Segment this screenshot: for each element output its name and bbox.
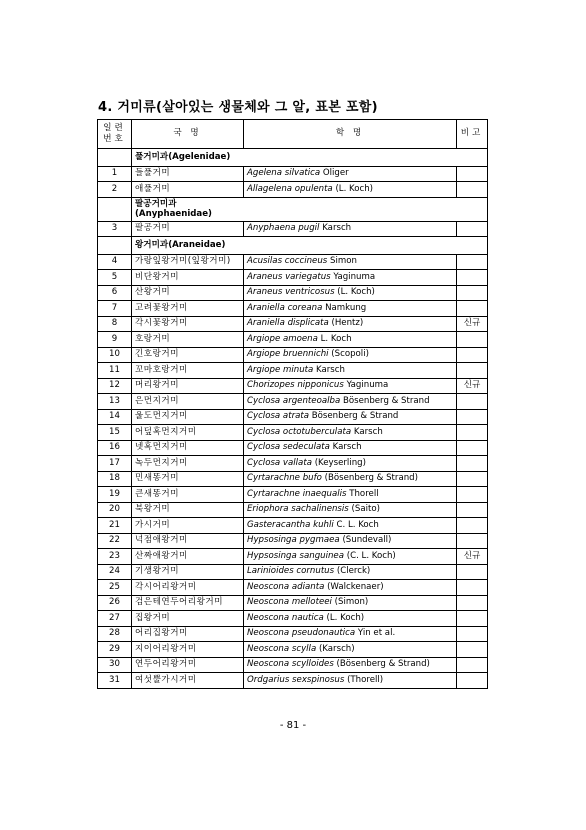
remarks xyxy=(457,301,488,317)
korean-name: 각시꽃왕거미 xyxy=(132,316,244,332)
scientific-author: (Clerck) xyxy=(336,566,371,577)
scientific-name xyxy=(244,673,457,689)
scientific-binomial: Argiope minuta xyxy=(247,364,314,375)
korean-name: 긴호랑거미 xyxy=(132,347,244,363)
scientific-author: Yaginuma xyxy=(346,380,389,391)
species-row xyxy=(98,533,488,549)
scientific-name xyxy=(244,425,457,441)
korean-name: 산짜애왕거미 xyxy=(132,549,244,565)
serial-number: 3 xyxy=(98,221,132,237)
serial-number: 27 xyxy=(98,611,132,627)
serial-number: 21 xyxy=(98,518,132,534)
serial-number: 28 xyxy=(98,626,132,642)
korean-name: 애풀거미 xyxy=(132,182,244,198)
scientific-name xyxy=(244,580,457,596)
remarks xyxy=(457,440,488,456)
remarks xyxy=(457,456,488,472)
scientific-author: (Sundevall) xyxy=(342,535,392,546)
scientific-author: (Walckenaer) xyxy=(327,581,384,592)
korean-name: 민새똥거미 xyxy=(132,471,244,487)
serial-number: 6 xyxy=(98,285,132,301)
serial-number: 20 xyxy=(98,502,132,518)
scientific-author: Yin et al. xyxy=(357,628,396,639)
serial-number: 12 xyxy=(98,378,132,394)
remarks xyxy=(457,471,488,487)
remarks xyxy=(457,332,488,348)
korean-name: 넷혹먼지거미 xyxy=(132,440,244,456)
serial-number: 4 xyxy=(98,254,132,270)
scientific-binomial: Araneus variegatus xyxy=(247,271,331,282)
scientific-author: Karsch xyxy=(332,442,362,453)
korean-name: 지이어리왕거미 xyxy=(132,642,244,658)
species-row xyxy=(98,595,488,611)
family-name-line: 왕거미과(Araneidae) xyxy=(135,240,226,251)
scientific-name xyxy=(244,471,457,487)
species-row xyxy=(98,363,488,379)
remarks xyxy=(457,487,488,503)
korean-name: 기생왕거미 xyxy=(132,564,244,580)
scientific-author: (Scopoli) xyxy=(331,349,369,360)
family-sci-blank xyxy=(244,237,457,255)
serial-number: 24 xyxy=(98,564,132,580)
family-note-blank xyxy=(457,197,488,221)
scientific-binomial: Larinioides cornutus xyxy=(247,566,335,577)
family-serial-blank xyxy=(98,197,132,221)
serial-number: 5 xyxy=(98,270,132,286)
scientific-binomial: Araniella coreana xyxy=(247,302,323,313)
family-name xyxy=(132,237,244,255)
scientific-author: (L. Koch) xyxy=(326,612,365,623)
species-row xyxy=(98,673,488,689)
species-row xyxy=(98,254,488,270)
korean-name: 검은테연두어리왕거미 xyxy=(132,595,244,611)
species-row xyxy=(98,221,488,237)
remarks: 신규 xyxy=(457,316,488,332)
scientific-binomial: Neoscona nautica xyxy=(247,612,324,623)
scientific-name xyxy=(244,487,457,503)
scientific-binomial: Cyrtarachne inaequalis xyxy=(247,488,347,499)
scientific-author: Karsch xyxy=(353,426,383,437)
scientific-name xyxy=(244,595,457,611)
header-serial-number xyxy=(98,120,132,149)
korean-name: 팔공거미 xyxy=(132,221,244,237)
scientific-binomial: Neoscona pseudonautica xyxy=(247,628,356,639)
korean-name: 산왕거미 xyxy=(132,285,244,301)
serial-number: 11 xyxy=(98,363,132,379)
scientific-author: Namkung xyxy=(325,302,367,313)
scientific-binomial: Acusilas coccineus xyxy=(247,256,328,267)
header-serial-number-line: 일련 xyxy=(103,123,126,134)
serial-number: 26 xyxy=(98,595,132,611)
remarks xyxy=(457,502,488,518)
species-row xyxy=(98,316,488,332)
species-row xyxy=(98,487,488,503)
scientific-binomial: Ordgarius sexspinosus xyxy=(247,674,345,685)
serial-number: 25 xyxy=(98,580,132,596)
scientific-author: (Bösenberg & Strand) xyxy=(336,659,430,670)
species-row xyxy=(98,394,488,410)
scientific-author: Yaginuma xyxy=(333,271,376,282)
remarks xyxy=(457,533,488,549)
serial-number: 31 xyxy=(98,673,132,689)
family-row xyxy=(98,149,488,167)
scientific-name xyxy=(244,409,457,425)
scientific-binomial: Cyclosa sedeculata xyxy=(247,442,330,453)
korean-name: 어덮혹먼지거미 xyxy=(132,425,244,441)
serial-number: 15 xyxy=(98,425,132,441)
species-row xyxy=(98,564,488,580)
scientific-name xyxy=(244,182,457,198)
species-row xyxy=(98,471,488,487)
scientific-author: (Thorell) xyxy=(347,674,384,685)
scientific-name xyxy=(244,166,457,182)
species-row xyxy=(98,301,488,317)
remarks: 신규 xyxy=(457,549,488,565)
korean-name: 녹두먼지거미 xyxy=(132,456,244,472)
species-row xyxy=(98,285,488,301)
scientific-author: (Saito) xyxy=(351,504,380,515)
table-header-row xyxy=(98,120,488,149)
korean-name: 북왕거미 xyxy=(132,502,244,518)
korean-name: 연두어리왕거미 xyxy=(132,657,244,673)
family-name-line: (Anyphaenidae) xyxy=(135,209,212,220)
serial-number: 1 xyxy=(98,166,132,182)
species-row xyxy=(98,611,488,627)
species-row xyxy=(98,657,488,673)
serial-number: 29 xyxy=(98,642,132,658)
serial-number: 8 xyxy=(98,316,132,332)
scientific-author: Bösenberg & Strand xyxy=(311,411,399,422)
scientific-name xyxy=(244,564,457,580)
scientific-author: C. L. Koch xyxy=(336,519,379,530)
scientific-binomial: Gasteracantha kuhli xyxy=(247,519,334,530)
scientific-binomial: Anyphaena pugil xyxy=(247,223,320,234)
species-row xyxy=(98,409,488,425)
scientific-name xyxy=(244,456,457,472)
remarks xyxy=(457,394,488,410)
species-row xyxy=(98,440,488,456)
scientific-binomial: Argiope bruennichi xyxy=(247,349,329,360)
remarks xyxy=(457,595,488,611)
remarks xyxy=(457,347,488,363)
korean-name: 호랑거미 xyxy=(132,332,244,348)
remarks xyxy=(457,626,488,642)
korean-name: 각시어리왕거미 xyxy=(132,580,244,596)
scientific-name xyxy=(244,270,457,286)
scientific-author: (L. Koch) xyxy=(337,287,375,298)
remarks xyxy=(457,285,488,301)
serial-number: 10 xyxy=(98,347,132,363)
species-row xyxy=(98,502,488,518)
scientific-author: Karsch xyxy=(316,364,345,375)
species-row xyxy=(98,182,488,198)
species-row xyxy=(98,642,488,658)
scientific-binomial: Araneus ventricosus xyxy=(247,287,335,298)
scientific-name xyxy=(244,254,457,270)
scientific-author: Bösenberg & Strand xyxy=(342,395,430,406)
species-row xyxy=(98,518,488,534)
family-serial-blank xyxy=(98,149,132,167)
scientific-binomial: Araniella displicata xyxy=(247,318,329,329)
scientific-binomial: Cyclosa octotuberculata xyxy=(247,426,352,437)
korean-name: 들풀거미 xyxy=(132,166,244,182)
korean-name: 울도먼지거미 xyxy=(132,409,244,425)
scientific-binomial: Neoscona scylloides xyxy=(247,659,334,670)
remarks xyxy=(457,657,488,673)
family-row xyxy=(98,197,488,221)
header-remarks: 비고 xyxy=(457,120,488,149)
serial-number: 17 xyxy=(98,456,132,472)
family-sci-blank xyxy=(244,197,457,221)
remarks xyxy=(457,270,488,286)
scientific-author: (Simon) xyxy=(334,597,369,608)
remarks xyxy=(457,425,488,441)
korean-name: 꼬마호랑거미 xyxy=(132,363,244,379)
scientific-binomial: Cyclosa atrata xyxy=(247,411,310,422)
family-serial-blank xyxy=(98,237,132,255)
scientific-author: Thorell xyxy=(349,488,379,499)
scientific-name xyxy=(244,394,457,410)
family-name xyxy=(132,149,244,167)
scientific-name xyxy=(244,626,457,642)
remarks xyxy=(457,564,488,580)
scientific-author: (L. Koch) xyxy=(335,183,374,194)
scientific-author: (Keyserling) xyxy=(314,457,366,468)
serial-number: 30 xyxy=(98,657,132,673)
scientific-name xyxy=(244,332,457,348)
remarks xyxy=(457,254,488,270)
family-note-blank xyxy=(457,237,488,255)
scientific-name xyxy=(244,221,457,237)
scientific-binomial: Allagelena opulenta xyxy=(247,183,333,194)
species-row xyxy=(98,166,488,182)
scientific-name xyxy=(244,549,457,565)
remarks xyxy=(457,409,488,425)
remarks xyxy=(457,673,488,689)
serial-number: 2 xyxy=(98,182,132,198)
species-row xyxy=(98,347,488,363)
species-row xyxy=(98,378,488,394)
scientific-name xyxy=(244,440,457,456)
scientific-name xyxy=(244,518,457,534)
korean-name: 어리집왕거미 xyxy=(132,626,244,642)
species-row xyxy=(98,549,488,565)
scientific-name xyxy=(244,611,457,627)
remarks xyxy=(457,642,488,658)
serial-number: 16 xyxy=(98,440,132,456)
korean-name: 넉점애왕거미 xyxy=(132,533,244,549)
species-row xyxy=(98,425,488,441)
header-serial-number-line: 번호 xyxy=(103,134,126,144)
remarks xyxy=(457,182,488,198)
family-name-line: 팔공거미과 xyxy=(135,198,177,209)
scientific-binomial: Neoscona adianta xyxy=(247,581,325,592)
family-row xyxy=(98,237,488,255)
remarks xyxy=(457,518,488,534)
korean-name: 가랑잎왕거미(잎왕거미) xyxy=(132,254,244,270)
remarks: 신규 xyxy=(457,378,488,394)
serial-number: 9 xyxy=(98,332,132,348)
scientific-name xyxy=(244,347,457,363)
species-row xyxy=(98,580,488,596)
scientific-author: (Bösenberg & Strand) xyxy=(324,473,418,484)
serial-number: 19 xyxy=(98,487,132,503)
scientific-author: (Karsch) xyxy=(318,643,355,654)
korean-name: 머리왕거미 xyxy=(132,378,244,394)
scientific-name xyxy=(244,316,457,332)
species-table xyxy=(97,119,488,689)
scientific-binomial: Agelena silvatica xyxy=(247,168,321,179)
family-sci-blank xyxy=(244,149,457,167)
scientific-author: Oliger xyxy=(322,168,349,179)
scientific-binomial: Cyrtarachne bufo xyxy=(247,473,322,484)
remarks xyxy=(457,580,488,596)
scientific-author: (C. L. Koch) xyxy=(346,550,396,561)
serial-number: 18 xyxy=(98,471,132,487)
scientific-binomial: Hypsosinga pygmaea xyxy=(247,535,340,546)
remarks xyxy=(457,221,488,237)
table-body xyxy=(98,149,488,689)
species-row xyxy=(98,626,488,642)
scientific-name xyxy=(244,378,457,394)
scientific-binomial: Cyclosa argenteoalba xyxy=(247,395,341,406)
remarks xyxy=(457,611,488,627)
scientific-name xyxy=(244,301,457,317)
serial-number: 14 xyxy=(98,409,132,425)
scientific-binomial: Cyclosa vallata xyxy=(247,457,312,468)
korean-name: 여섯뿔가시거미 xyxy=(132,673,244,689)
family-name xyxy=(132,197,244,221)
remarks xyxy=(457,166,488,182)
scientific-binomial: Neoscona scylla xyxy=(247,643,317,654)
korean-name: 은먼지거미 xyxy=(132,394,244,410)
scientific-name xyxy=(244,533,457,549)
remarks xyxy=(457,363,488,379)
scientific-name xyxy=(244,363,457,379)
scientific-binomial: Chorizopes nipponicus xyxy=(247,380,344,391)
header-scientific-name: 학 명 xyxy=(244,120,457,149)
page-number: - 81 - xyxy=(279,720,307,731)
scientific-author: (Hentz) xyxy=(331,318,364,329)
scientific-binomial: Eriophora sachalinensis xyxy=(247,504,349,515)
korean-name: 집왕거미 xyxy=(132,611,244,627)
scientific-binomial: Hypsosinga sanguinea xyxy=(247,550,344,561)
scientific-name xyxy=(244,285,457,301)
korean-name: 큰새똥거미 xyxy=(132,487,244,503)
korean-name: 가시거미 xyxy=(132,518,244,534)
scientific-author: L. Koch xyxy=(320,333,352,344)
serial-number: 13 xyxy=(98,394,132,410)
serial-number: 7 xyxy=(98,301,132,317)
header-korean-name: 국 명 xyxy=(132,120,244,149)
korean-name: 비단왕거미 xyxy=(132,270,244,286)
scientific-name xyxy=(244,502,457,518)
scientific-binomial: Argiope amoena xyxy=(247,333,318,344)
serial-number: 23 xyxy=(98,549,132,565)
scientific-author: Karsch xyxy=(322,223,352,234)
serial-number: 22 xyxy=(98,533,132,549)
species-row xyxy=(98,456,488,472)
family-name-line: 풀거미과(Agelenidae) xyxy=(135,151,231,162)
page-title: 4. 거미류(살아있는 생물체와 그 알, 표본 포함) xyxy=(98,100,378,115)
korean-name: 고려꽃왕거미 xyxy=(132,301,244,317)
scientific-name xyxy=(244,657,457,673)
scientific-author: Simon xyxy=(330,256,357,267)
family-note-blank xyxy=(457,149,488,167)
species-row xyxy=(98,270,488,286)
scientific-name xyxy=(244,642,457,658)
scientific-binomial: Neoscona melloteei xyxy=(247,597,332,608)
species-row xyxy=(98,332,488,348)
